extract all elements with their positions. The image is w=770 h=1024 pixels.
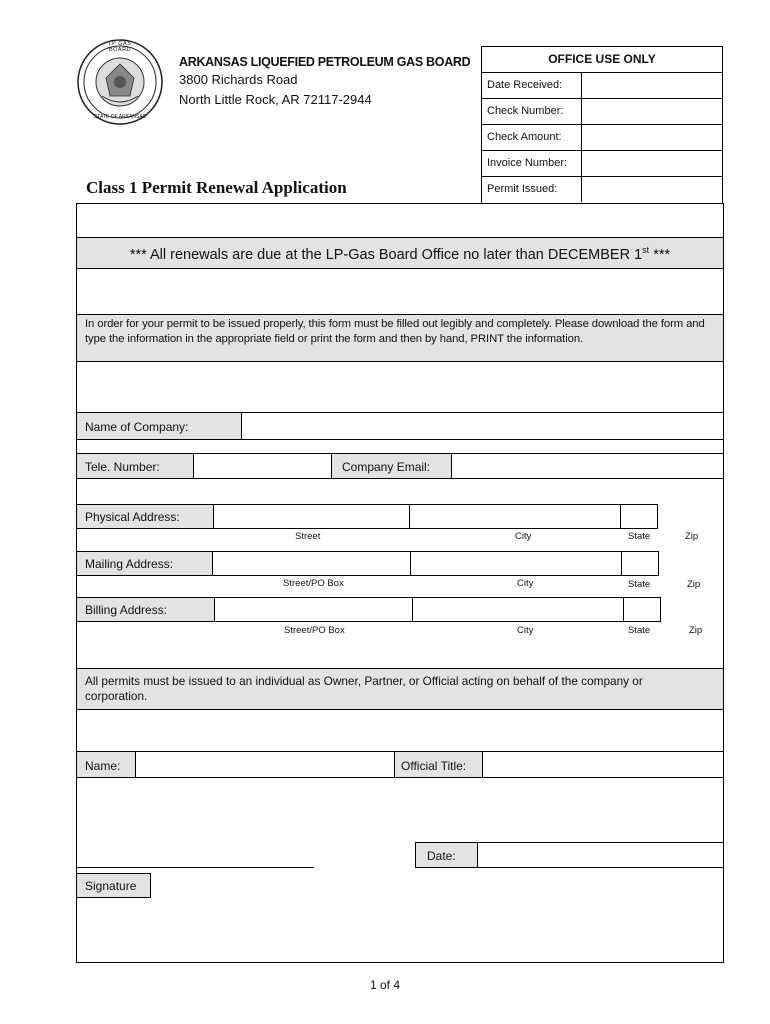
page-number: 1 of 4 [369,978,401,992]
address-line-1: 3800 Richards Road [179,72,298,87]
mailing-state-caption: State [628,579,651,590]
date-label: Date: [427,849,456,863]
instructions-text: In order for your permit to be issued properly, this form must be filled out legibly and completely. Please download the form and type the information in the appropriate field or print the form and then by hand, PRINT the information. [85,318,705,345]
tele-input[interactable] [194,454,331,478]
billing-state-caption: State [628,625,651,636]
mailing-label: Mailing Address: [85,557,174,571]
physical-label: Physical Address: [85,510,180,524]
billing-label: Billing Address: [85,603,168,617]
email-label: Company Email: [342,460,431,474]
mailing-zip-caption: Zip [687,579,701,590]
mailing-state-input[interactable] [621,551,659,576]
billing-street-input[interactable] [214,597,413,622]
billing-street-caption: Street/PO Box [284,625,345,636]
company-name-label: Name of Company: [85,420,189,434]
physical-state-input[interactable] [620,504,658,529]
physical-city-input[interactable] [409,504,621,529]
name-input[interactable] [136,752,394,777]
physical-state-caption: State [628,531,651,542]
mailing-street-input[interactable] [212,551,411,576]
form-title: Class 1 Permit Renewal Application [86,178,347,197]
physical-city-caption: City [515,531,532,542]
tele-label: Tele. Number: [85,460,160,474]
name-label: Name: [85,759,121,773]
billing-city-caption: City [517,625,534,636]
billing-zip-caption: Zip [689,625,703,636]
physical-zip-caption: Zip [685,531,699,542]
office-row-permit-issued: Permit Issued: [481,176,723,202]
office-row-date-received: Date Received: [481,72,723,98]
email-input[interactable] [452,454,723,478]
office-row-check-amount: Check Amount: [481,124,723,150]
signature-line[interactable] [76,867,314,868]
office-row-invoice-number: Invoice Number: [481,150,723,176]
seal-top-text: LP GAS BOARD [108,41,132,53]
title-label: Official Title: [401,759,467,773]
date-input[interactable] [477,842,724,868]
billing-city-input[interactable] [412,597,624,622]
mailing-city-input[interactable] [410,551,622,576]
signature-label: Signature [85,879,137,893]
office-use-title: OFFICE USE ONLY [548,52,656,66]
physical-street-caption: Street [295,531,321,542]
address-line-2: North Little Rock, AR 72117-2944 [179,92,372,107]
office-row-check-number: Check Number: [481,98,723,124]
company-name-input[interactable] [242,413,723,439]
seal-bottom-text: STATE OF ARKANSAS [93,114,147,120]
physical-street-input[interactable] [213,504,410,529]
mailing-city-caption: City [517,578,534,589]
billing-state-input[interactable] [623,597,661,622]
org-name: ARKANSAS LIQUEFIED PETROLEUM GAS BOARD [179,55,471,69]
mailing-street-caption: Street/PO Box [283,578,344,589]
renewal-notice: *** All renewals are due at the LP-Gas Board Office no later than DECEMBER 1st *** [129,245,671,263]
owner-note-text: All permits must be issued to an individual as Owner, Partner, or Official acting on behalf of the company or corporation. [85,674,643,703]
title-input[interactable] [483,752,723,777]
